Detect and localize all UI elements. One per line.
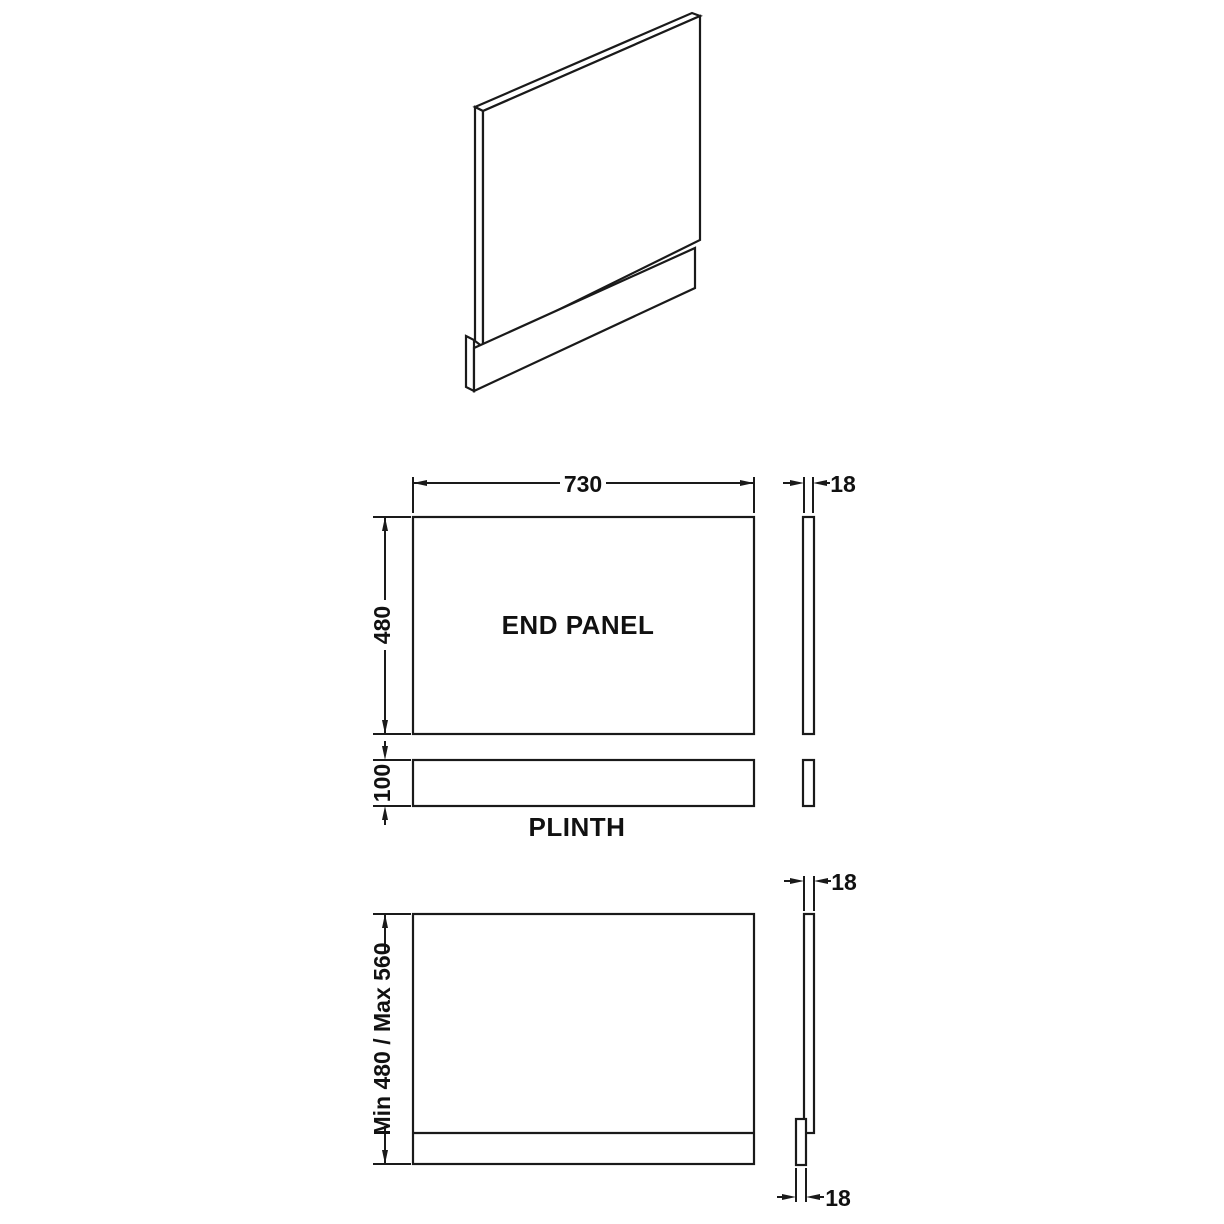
front-view-panel: [413, 517, 754, 734]
dim-18-top-extension-lines: [804, 876, 814, 911]
plinth-side-outline: [803, 760, 814, 806]
assembled-side-plinth-outline: [796, 1119, 806, 1165]
dim-100-arrow-top: [382, 746, 388, 760]
dim-minmax-arrow-bottom: [382, 1150, 388, 1164]
dim-panel-height: [369, 517, 411, 734]
side-view-panel: [783, 471, 856, 734]
dim-18-bottom-extension-lines: [796, 1168, 806, 1202]
dim-730-arrow-right: [740, 480, 754, 486]
dim-18-top-arrow-right: [814, 878, 828, 884]
front-view-plinth: [413, 760, 754, 842]
dim-assembled-panel-thickness: [784, 869, 857, 911]
dim-18-arrow-left: [790, 480, 804, 486]
dim-minmax-arrow-top: [382, 914, 388, 928]
dim-18-bottom-arrow-left: [782, 1194, 796, 1200]
dim-480-arrow-top: [382, 517, 388, 531]
plinth-label: PLINTH: [528, 812, 626, 842]
dim-label-panel-thickness: 18: [830, 471, 856, 497]
dim-18-arrow-right: [813, 480, 827, 486]
dim-label-panel-height: 480: [369, 605, 395, 645]
dim-100-arrow-bottom: [382, 806, 388, 820]
assembled-front-view: [413, 914, 754, 1164]
plinth-outline: [413, 760, 754, 806]
panel-side-outline: [803, 517, 814, 734]
dim-panel-width: [413, 471, 754, 513]
dim-label-plinth-height: 100: [369, 763, 395, 803]
side-view-plinth: [803, 760, 814, 806]
assembled-side-panel-outline: [804, 914, 814, 1133]
iso-panel-left-face: [475, 107, 483, 347]
dim-assembled-plinth-thickness: [777, 1168, 851, 1211]
dim-18-top-arrow-left: [790, 878, 804, 884]
dim-18-bottom-arrow-right: [806, 1194, 820, 1200]
dim-18-extension-lines: [804, 477, 813, 513]
dim-480-arrow-bottom: [382, 720, 388, 734]
dim-label-assembled-height: Min 480 / Max 560: [369, 942, 395, 1136]
dim-plinth-height: [369, 741, 411, 825]
dim-assembled-height: [369, 914, 411, 1164]
assembled-outline: [413, 914, 754, 1164]
dim-label-panel-width: 730: [563, 471, 603, 497]
iso-view: [466, 13, 700, 391]
dim-label-assembled-plinth-thickness: 18: [825, 1185, 851, 1211]
dim-730-arrow-left: [413, 480, 427, 486]
end-panel-label: END PANEL: [501, 610, 655, 640]
iso-plinth-left-face: [466, 336, 474, 391]
dim-label-assembled-panel-thickness: 18: [831, 869, 857, 895]
assembled-side-view: [796, 914, 814, 1165]
